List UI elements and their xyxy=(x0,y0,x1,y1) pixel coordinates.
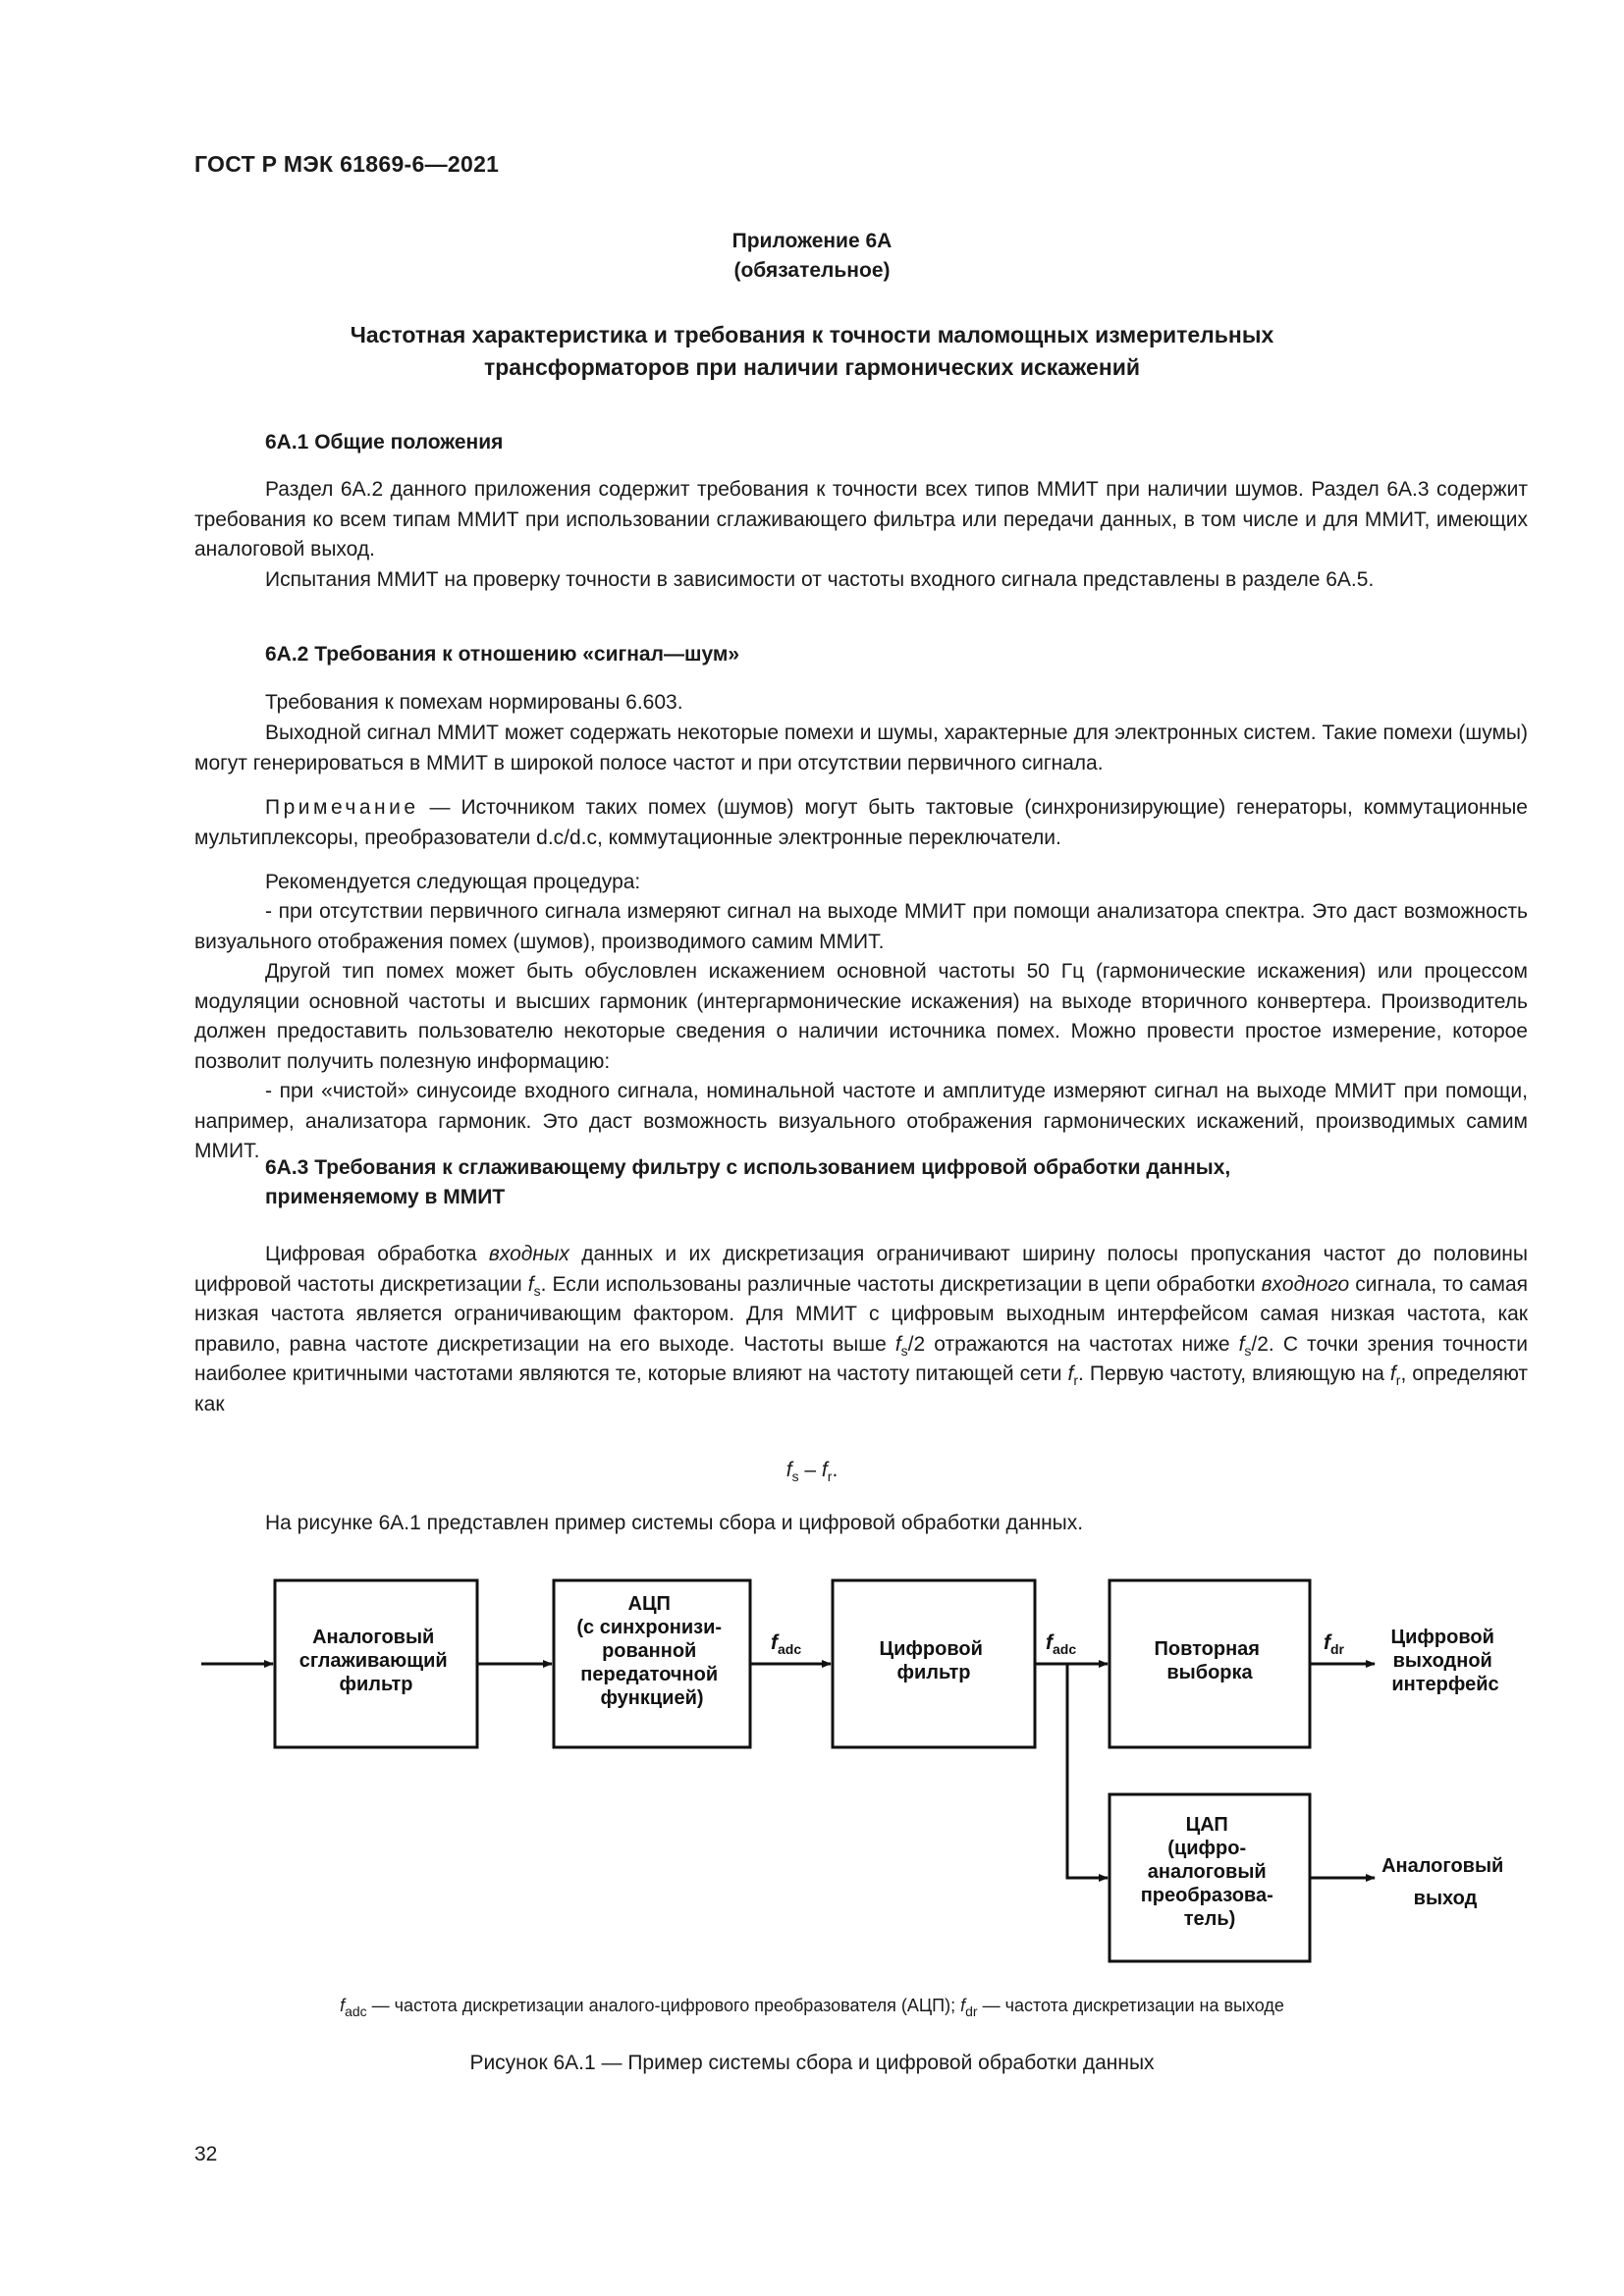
section-6a2-paragraph-3: Рекомендуется следующая процедура: xyxy=(265,871,641,893)
section-6a1-paragraph-1: Раздел 6А.2 данного приложения содержит требования к точности всех типов ММИТ при наличии шумов. Раздел 6А.3 содержит требования ко всем типам ММИТ при использовании сглаживающего фильтра или передачи данных, в том числе и для ММИТ, имеющих аналоговой выход. xyxy=(194,478,1528,561)
section-6a2-heading: 6А.2 Требования к отношению «сигнал—шум» xyxy=(265,643,740,666)
section-6a1-heading: 6А.1 Общие положения xyxy=(265,431,504,454)
section-6a1-paragraph-2: Испытания ММИТ на проверку точности в зависимости от частоты входного сигнала представлены в разделе 6А.5. xyxy=(265,568,1375,591)
annex-title xyxy=(0,319,1624,384)
box-digital-filter-label: Цифровой фильтр xyxy=(879,1638,983,1683)
figure-legend: $f_{adc}$ — частота дискретизации аналого-цифрового преобразователя (АЦП); $f_{dr}$ — частота дискретизации на выходе xyxy=(340,1996,1284,2019)
section-6a2-paragraph-2: Выходной сигнал ММИТ может содержать некоторые помехи и шумы, характерные для электронных систем. Такие помехи (шумы) могут генерироваться в ММИТ в широкой полосе частот и при отсутствии первичного сигнала. xyxy=(194,721,1528,774)
arrow-branch-to-dac xyxy=(1067,1664,1108,1878)
document-header: ГОСТ Р МЭК 61869-6—2021 xyxy=(194,151,500,177)
label-fadc-2: $f_{adc}$ xyxy=(1046,1631,1077,1657)
figure-6a1-block-diagram xyxy=(0,1551,1624,1983)
section-6a3-paragraph-2: На рисунке 6А.1 представлен пример системы сбора и цифровой обработки данных. xyxy=(265,1512,1084,1534)
annex-title-line2: трансформаторов при наличии гармонических искажений xyxy=(483,354,1141,380)
section-6a2-paragraph-5: Другой тип помех может быть обусловлен искажением основной частоты 50 Гц (гармонические искажения) или процессом модуляции основной частоты и высших гармоник (интергармонические искажения) на выходе вторичного конвертера. Производитель должен предоставить пользователю некоторые сведения о наличии источника помех. Можно провести простое измерение, которое позволит получить полезную информацию: xyxy=(194,960,1528,1073)
box-adc-label: АЦП (с синхронизи- рованной передаточной функцией) xyxy=(576,1593,723,1709)
note-label: Примечание xyxy=(265,796,419,819)
section-6a2-paragraph-1: Требования к помехам нормированы 6.603. xyxy=(265,691,683,714)
annex-status: (обязательное) xyxy=(733,259,891,282)
page-number: 32 xyxy=(194,2143,218,2165)
label-fdr: $f_{dr}$ xyxy=(1324,1631,1344,1657)
section-6a2-paragraph-6: - при «чистой» синусоиде входного сигнала, номинальной частоте и амплитуде измеряют сигнал на выходе ММИТ при помощи, например, анализатора гармоник. Это даст возможность визуального отображения гармонических искажений, производимых самим ММИТ. xyxy=(194,1080,1528,1162)
box-dac-label: ЦАП (цифро- аналоговый преобразова- тель) xyxy=(1140,1814,1273,1930)
output-analog-label: Аналоговый выход xyxy=(1381,1855,1504,1909)
output-digital-interface-label: Цифровой выходной интерфейс xyxy=(1390,1627,1499,1695)
box-resampling-label: Повторная выборка xyxy=(1154,1638,1260,1683)
formula-fs-minus-fr: $f_s - f_r$. xyxy=(785,1459,839,1484)
box-analog-filter-label: Аналоговый сглаживающий фильтр xyxy=(298,1627,448,1695)
annex-label: Приложение 6А xyxy=(731,230,893,252)
annex-heading xyxy=(0,227,1624,286)
label-fadc-1: $f_{adc}$ xyxy=(771,1631,802,1657)
section-6a2-paragraph-4: - при отсутствии первичного сигнала измеряют сигнал на выходе ММИТ при помощи анализатора спектра. Это даст возможность визуального отображения помех (шумов), производимого самим ММИТ. xyxy=(194,900,1528,953)
section-6a3-heading: 6А.3 Требования к сглаживающему фильтру с использованием цифровой обработки данных, применяемому в ММИТ xyxy=(265,1156,1231,1208)
annex-title-line1: Частотная характеристика и требования к точности маломощных измерительных xyxy=(350,322,1274,347)
section-6a2-note: Примечание — Источником таких помех (шумов) могут быть тактовые (синхронизирующие) генераторы, коммутационные мультиплексоры, преобразователи d.c/d.c, коммутационные электронные переключатели. xyxy=(194,796,1528,849)
section-6a3-paragraph-1: Цифровая обработка входных данных и их дискретизация ограничивают ширину полосы пропускания частот до половины цифровой частоты дискретизации $f_s$. Если использованы различные частоты дискретизации в цепи обработки входного сигнала, то самая низкая частота является ограничивающим фактором. Для ММИТ с цифровым выходным интерфейсом самая низкая частота, как правило, равна частоте дискретизации на его выходе. Частоты выше $f_s/2$ отражаются на частотах ниже $f_s/2$. С точки зрения точности наиболее критичными частотами являются те, которые влияют на частоту питающей сети $f_r$. Первую частоту, влияющую на $f_r$, определяют как xyxy=(194,1243,1529,1415)
figure-caption: Рисунок 6А.1 — Пример системы сбора и цифровой обработки данных xyxy=(469,2052,1155,2074)
